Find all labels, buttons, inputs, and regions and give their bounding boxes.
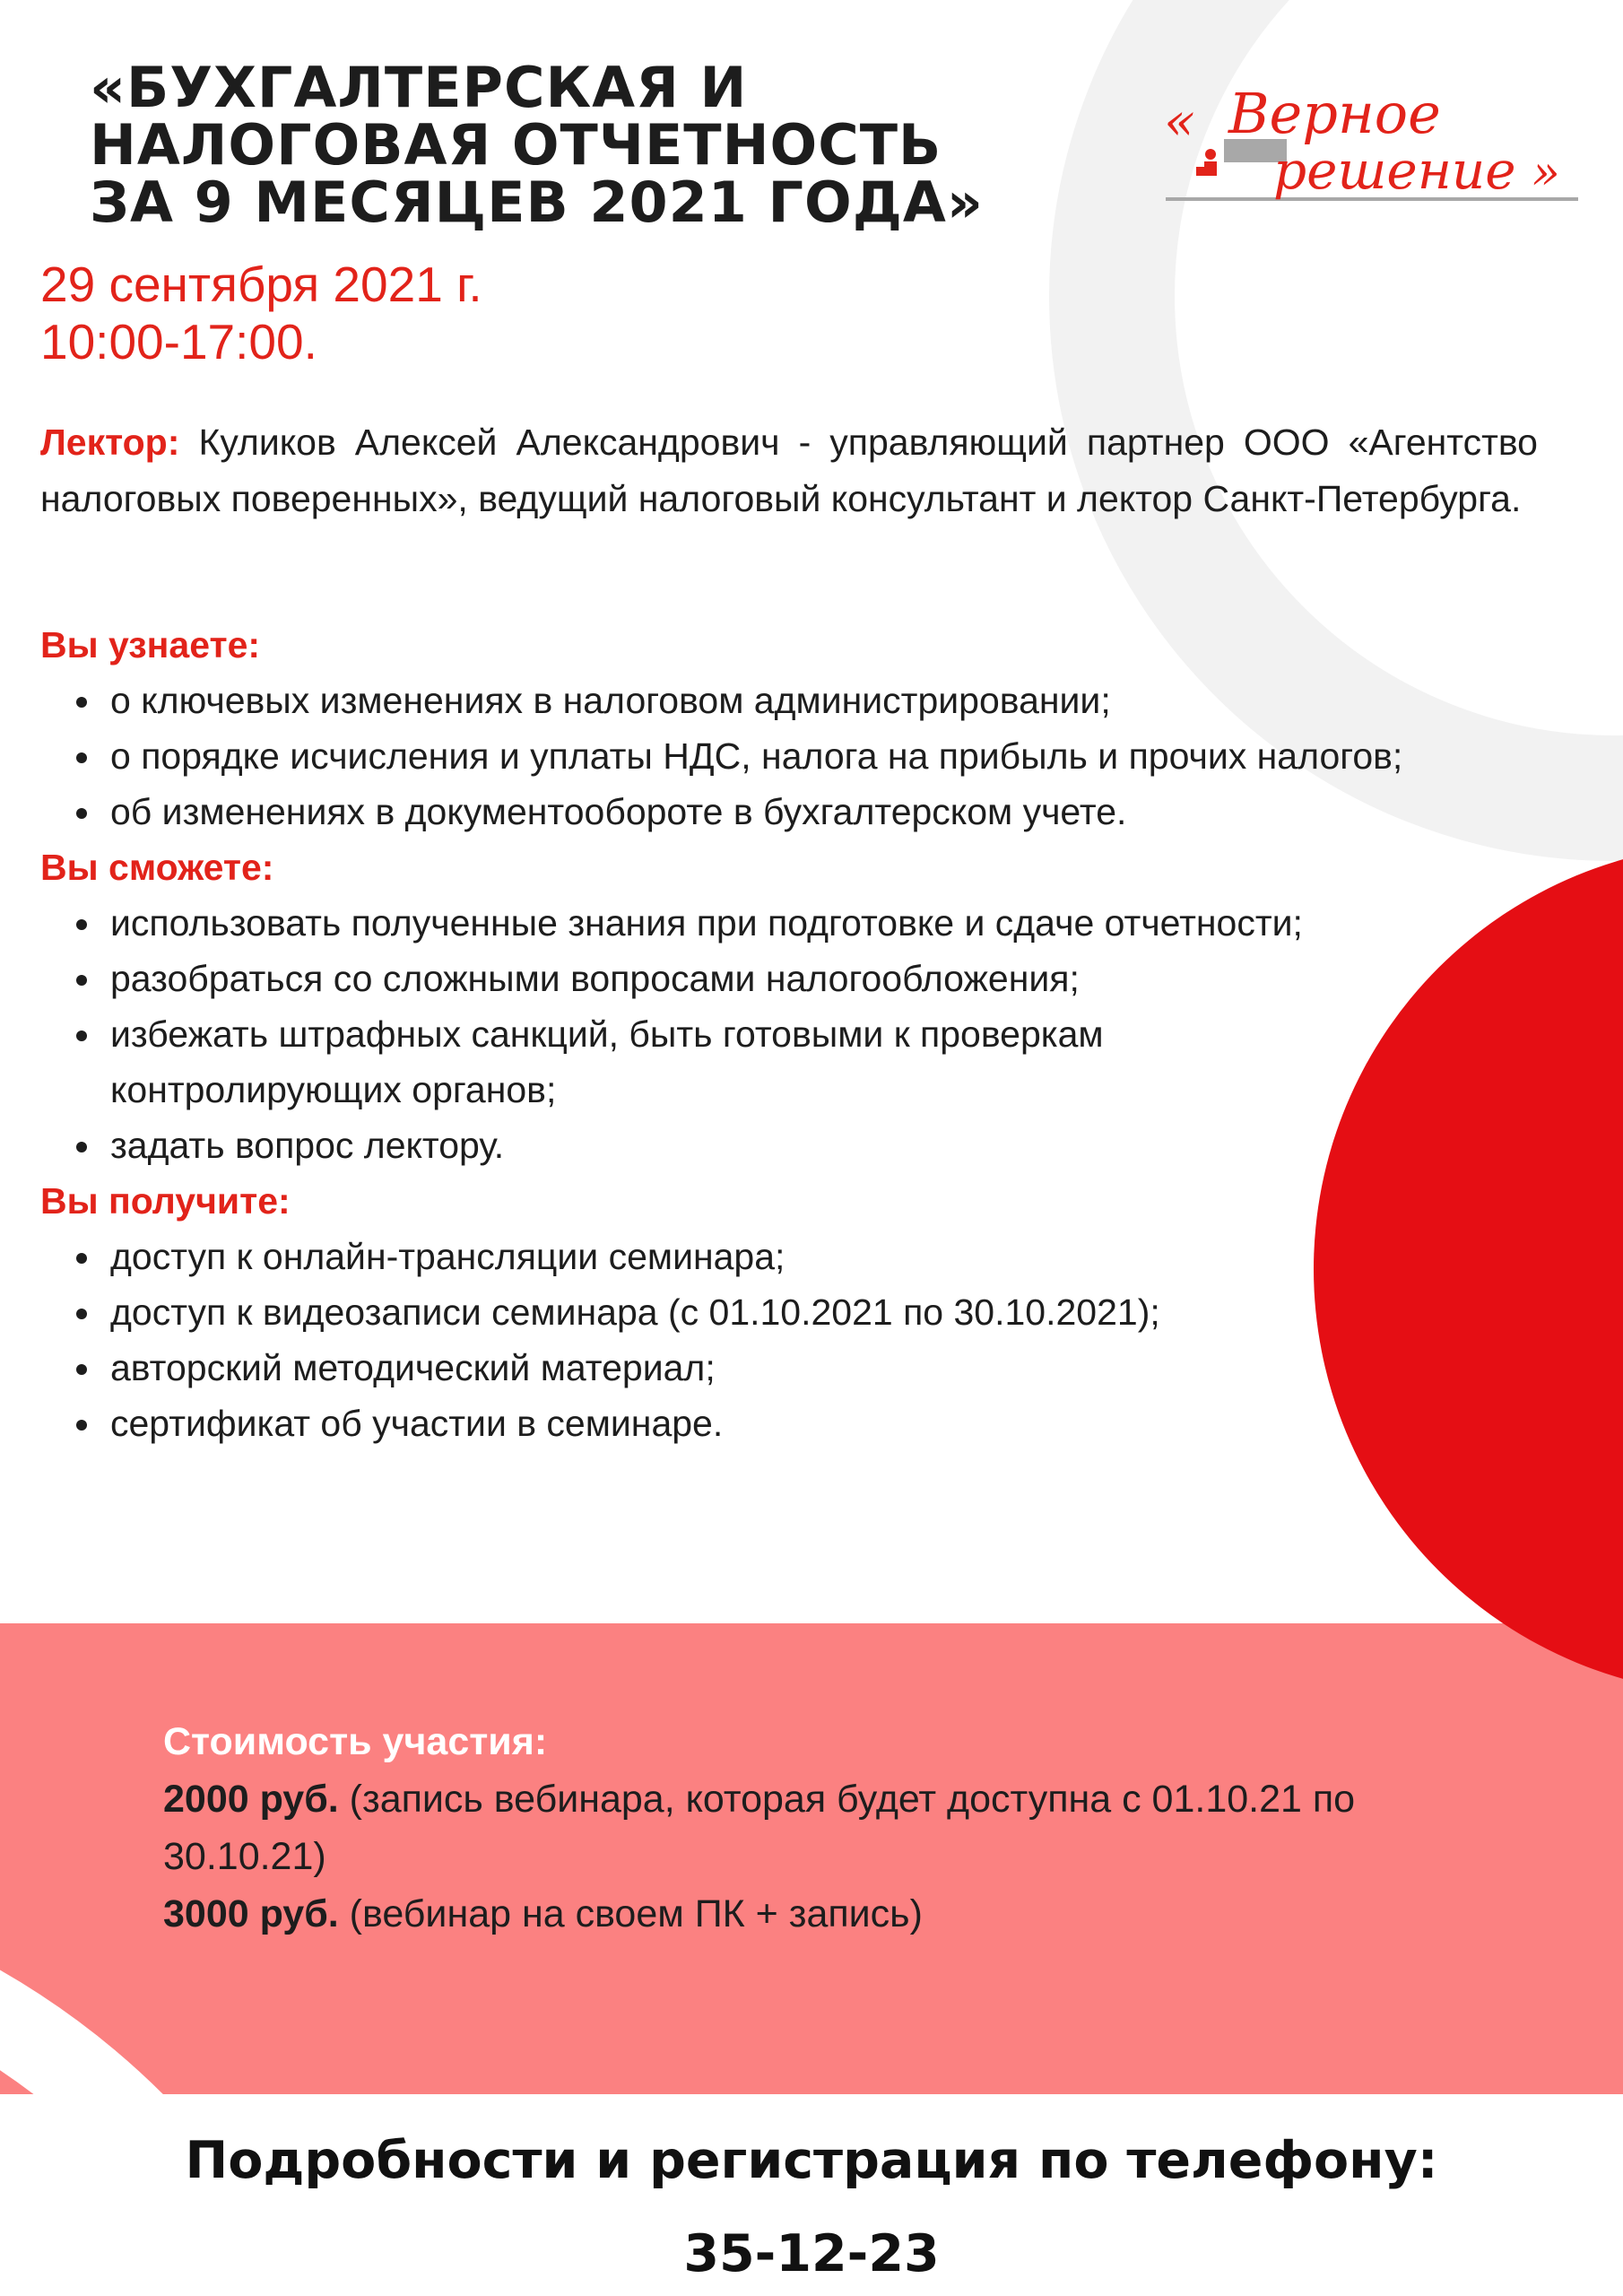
company-logo [1157,54,1587,215]
list-item: о порядке исчисления и уплаты НДС, налога на прибыль и прочих налогов; [110,728,1403,784]
logo-open-quote: « [1164,91,1196,152]
event-datetime [40,256,482,370]
section-heading-learn: Вы узнаете: [40,624,261,665]
list-item: доступ к онлайн-трансляции семинара; [110,1229,1403,1284]
price-block [163,1713,1472,1943]
logo-word-1: Верное [1228,81,1441,146]
section-list-get [40,1229,1403,1451]
logo-word-2: решение [1273,140,1516,201]
lector-text: Куликов Алексей Александрович - управляющий партнер ООО «Агентство налоговых поверенных», ведущий налоговый консультант и лектор Санкт-Петербурга. [40,422,1538,519]
benefits-sections [40,617,1403,1451]
title-line-1: «БУХГАЛТЕРСКАЯ И [90,55,748,120]
section-heading-get: Вы получите: [40,1180,291,1222]
page-title [90,55,1031,235]
lector-paragraph [40,414,1538,527]
footer-phone: 35-12-23 [683,2224,940,2283]
price-option-2-amount: 3000 руб. [163,1892,339,1935]
list-item: сертификат об участии в семинаре. [110,1396,1403,1451]
section-list-learn [40,673,1403,839]
event-time: 10:00-17:00. [40,314,317,370]
title-line-3: ЗА 9 МЕСЯЦЕВ 2021 ГОДА» [90,170,984,235]
title-line-2: НАЛОГОВАЯ ОТЧЕТНОСТЬ [90,112,942,178]
event-date: 29 сентября 2021 г. [40,257,482,312]
lector-label: Лектор: [40,422,180,463]
logo-lecturer-icon [1196,149,1217,176]
list-item: использовать полученные знания при подготовке и сдаче отчетности; [110,895,1403,951]
price-option-2 [163,1885,1472,1943]
price-heading: Стоимость участия: [163,1720,548,1763]
footer-contact [0,2094,1623,2296]
logo-close-quote: » [1532,146,1560,200]
list-item: о ключевых изменениях в налоговом администрировании; [110,673,1403,728]
price-option-1 [163,1770,1472,1885]
section-list-can [40,895,1403,1173]
price-option-2-text: (вебинар на своем ПК + запись) [338,1892,923,1935]
footer-registration-text: Подробности и регистрация по телефону: [185,2131,1438,2190]
list-item: об изменениях в документообороте в бухгалтерском учете. [110,784,1403,839]
price-option-1-text: (запись вебинара, которая будет доступна с 01.10.21 по 30.10.21) [163,1778,1356,1878]
section-heading-can: Вы сможете: [40,847,274,888]
list-item: избежать штрафных санкций, быть готовыми к проверкам контролирующих органов; [110,1006,1403,1118]
list-item: авторский методический материал; [110,1340,1403,1396]
list-item: задать вопрос лектору. [110,1118,1403,1173]
list-item: доступ к видеозаписи семинара (с 01.10.2021 по 30.10.2021); [110,1284,1403,1340]
price-option-1-amount: 2000 руб. [163,1778,339,1821]
list-item: разобраться со сложными вопросами налогообложения; [110,951,1403,1006]
